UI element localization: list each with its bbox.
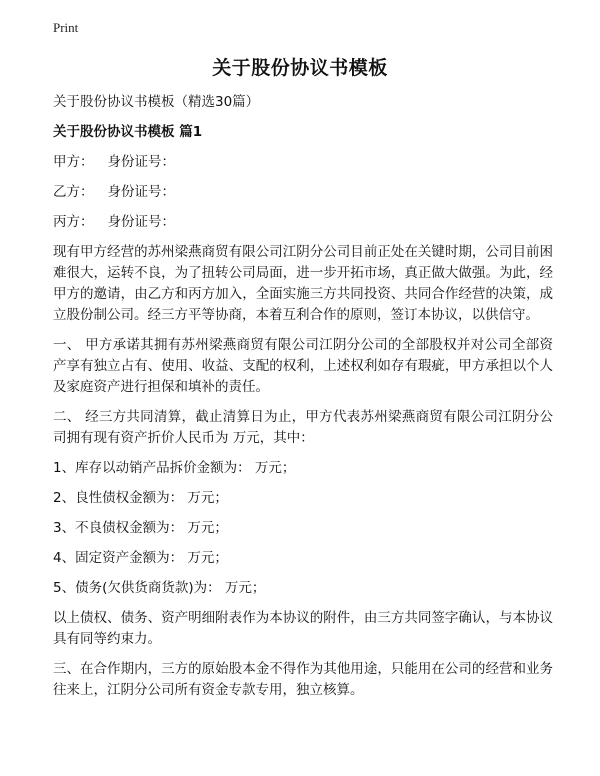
party-name: 甲方：	[53, 154, 94, 170]
party-name: 丙方：	[53, 214, 94, 230]
section-heading: 关于股份协议书模板 篇1	[53, 124, 203, 140]
list-item-bad-debt: 3、不良债权金额为： 万元；	[53, 520, 228, 536]
party-line-a	[53, 152, 553, 173]
paragraph-intro: 现有甲方经营的苏州梁燕商贸有限公司江阴分公司目前正处在关键时期，公司目前困难很大，运转不良，为了扭转公司局面，进一步开拓市场，真正做大做强。为此，经甲方的邀请，由乙方和丙方加入，全面实施三方共同投资、共同合作经营的决策，成立股份制公司。经三方平等协商，本着互利合作的原则，签订本协议，以供信守。	[53, 244, 553, 323]
party-line-c	[53, 212, 553, 233]
document-title: 关于股份协议书模板	[212, 57, 388, 79]
paragraph-attachments: 以上债权、债务、资产明细附表作为本协议的附件，由三方共同签字确认，与本协议具有同等约束力。	[53, 610, 553, 647]
paragraph-clause-1: 一、 甲方承诺其拥有苏州梁燕商贸有限公司江阴分公司的全部股权并对公司全部资产享有独立占有、使用、收益、支配的权利，上述权利如存有瑕疵，甲方承担以个人及家庭资产进行担保和填补的责任。	[53, 337, 553, 395]
party-id-label: 身份证号：	[107, 184, 175, 200]
document-subtitle: 关于股份协议书模板（精选30篇）	[53, 94, 260, 110]
list-item-liabilities: 5、债务(欠供货商货款)为： 万元；	[53, 580, 266, 596]
list-item-inventory: 1、库存以动销产品拆价金额为： 万元；	[53, 460, 296, 476]
list-item-fixed-assets: 4、固定资产金额为： 万元；	[53, 550, 228, 566]
party-id-label: 身份证号：	[107, 214, 175, 230]
paragraph-clause-3: 三、在合作期内，三方的原始股本金不得作为其他用途，只能用在公司的经营和业务往来上，江阴分公司所有资金专款专用，独立核算。	[53, 661, 553, 698]
party-name: 乙方：	[53, 184, 94, 200]
paragraph-clause-2: 二、 经三方共同清算，截止清算日为止，甲方代表苏州梁燕商贸有限公司江阴分公司拥有现有资产折价人民币为 万元，其中：	[53, 409, 553, 446]
party-id-label: 身份证号：	[107, 154, 175, 170]
party-line-b	[53, 182, 553, 203]
list-item-good-debt: 2、良性债权金额为： 万元；	[53, 490, 228, 506]
print-link[interactable]: Print	[53, 20, 79, 35]
document-body	[53, 92, 553, 710]
